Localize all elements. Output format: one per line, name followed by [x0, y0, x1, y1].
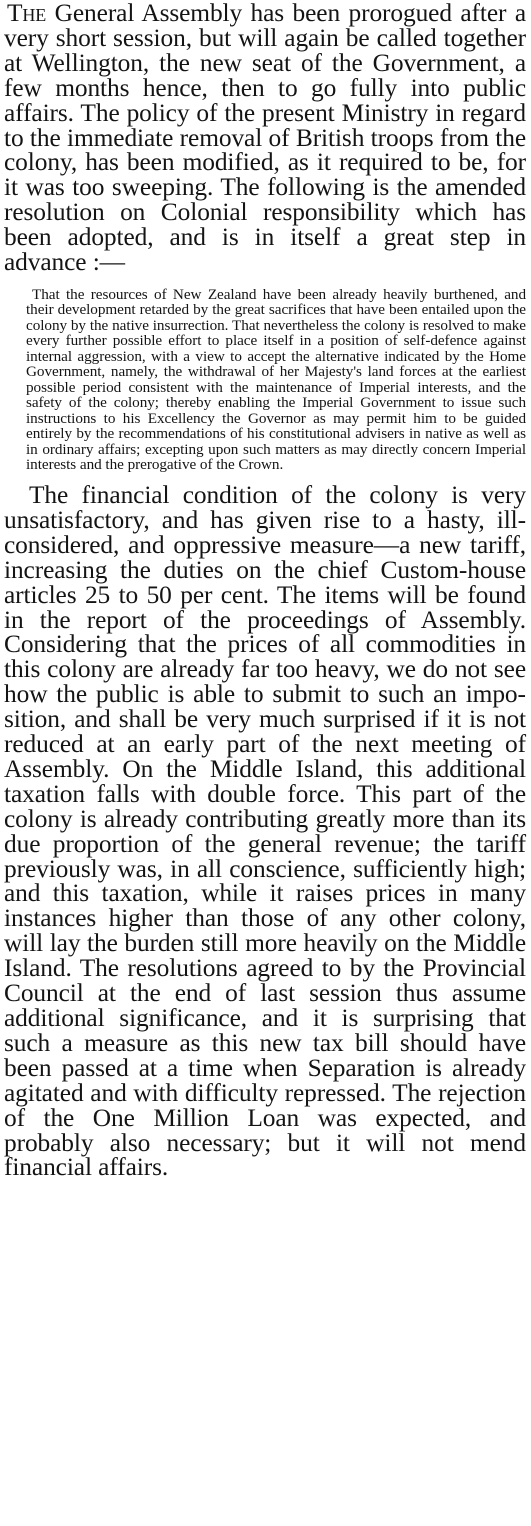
opening-word: The [7, 0, 47, 27]
paragraph-body: General Assembly has been prorogued after a very short session, but will again be called together at Wellington, the new seat of the Government, a few months hence, then to go fully into public affairs. The policy of the present Ministry in regard to the immediate removal of British troops from the colony, has been modified, as it required to be, for it was too sweeping. The following is the amended resolution on Colonial responsibility which has been adopted, and is in itself a great step in advance :— [4, 0, 526, 277]
paragraph-assembly-prorogued [4, 1, 526, 275]
resolution-quote: That the resources of New Zealand have been already heavily burthened, and their development retarded by the great sacrifices that have been entailed upon the colony by the native insurrection. That nevertheless the colony is resolved to make every further possible effort to place itself in a position of self-defence against internal aggression, with a view to accept the alternative indicated by the Home Government, namely, the withdrawal of her Majesty's land forces at the earliest possible period consistent with the maintenance of Imperial interests, and the safety of the colony; thereby enabling the Imperial Government to issue such instructions to his Excellency the Governor as may permit him to be guided entirely by the recommendations of his constitutional advisers in native as well as in ordinary affairs; excepting upon such matters as may directly concern Imperial interests and the prerogative of the Crown. [26, 285, 526, 474]
paragraph-financial-condition: The financial condition of the colony is very unsatisfactory, and has given rise to a hasty, ill-considered, and oppressive measure—a new tariff, increasing the duties on the chief Custom-house articles 25 to 50 per cent. The items will be found in the report of the proceedings of Assembly. Considering that the prices of all commodities in this colony are already far too heavy, we do not see how the public is able to submit to such an imposition, and shall be very much surprised if it is not reduced at an early part of the next meeting of Assembly. On the Middle Island, this additional taxation falls with double force. This part of the colony is already contributing greatly more than its due proportion of the general revenue; the tariff previously was, in all conscience, sufficiently high; and this taxation, while it raises prices in many instances higher than those of any other colony, will lay the burden still more heavily on the Middle Island. The resolutions agreed to by the Provincial Council at the end of last session thus assume additional significance, and it is surprising that such a measure as this new tax bill should have been passed at a time when Separation is already agitated and with difficulty repressed. The rejection of the One Million Loan was expected, and probably also necessary; but it will not mend financial affairs. [4, 480, 526, 1182]
